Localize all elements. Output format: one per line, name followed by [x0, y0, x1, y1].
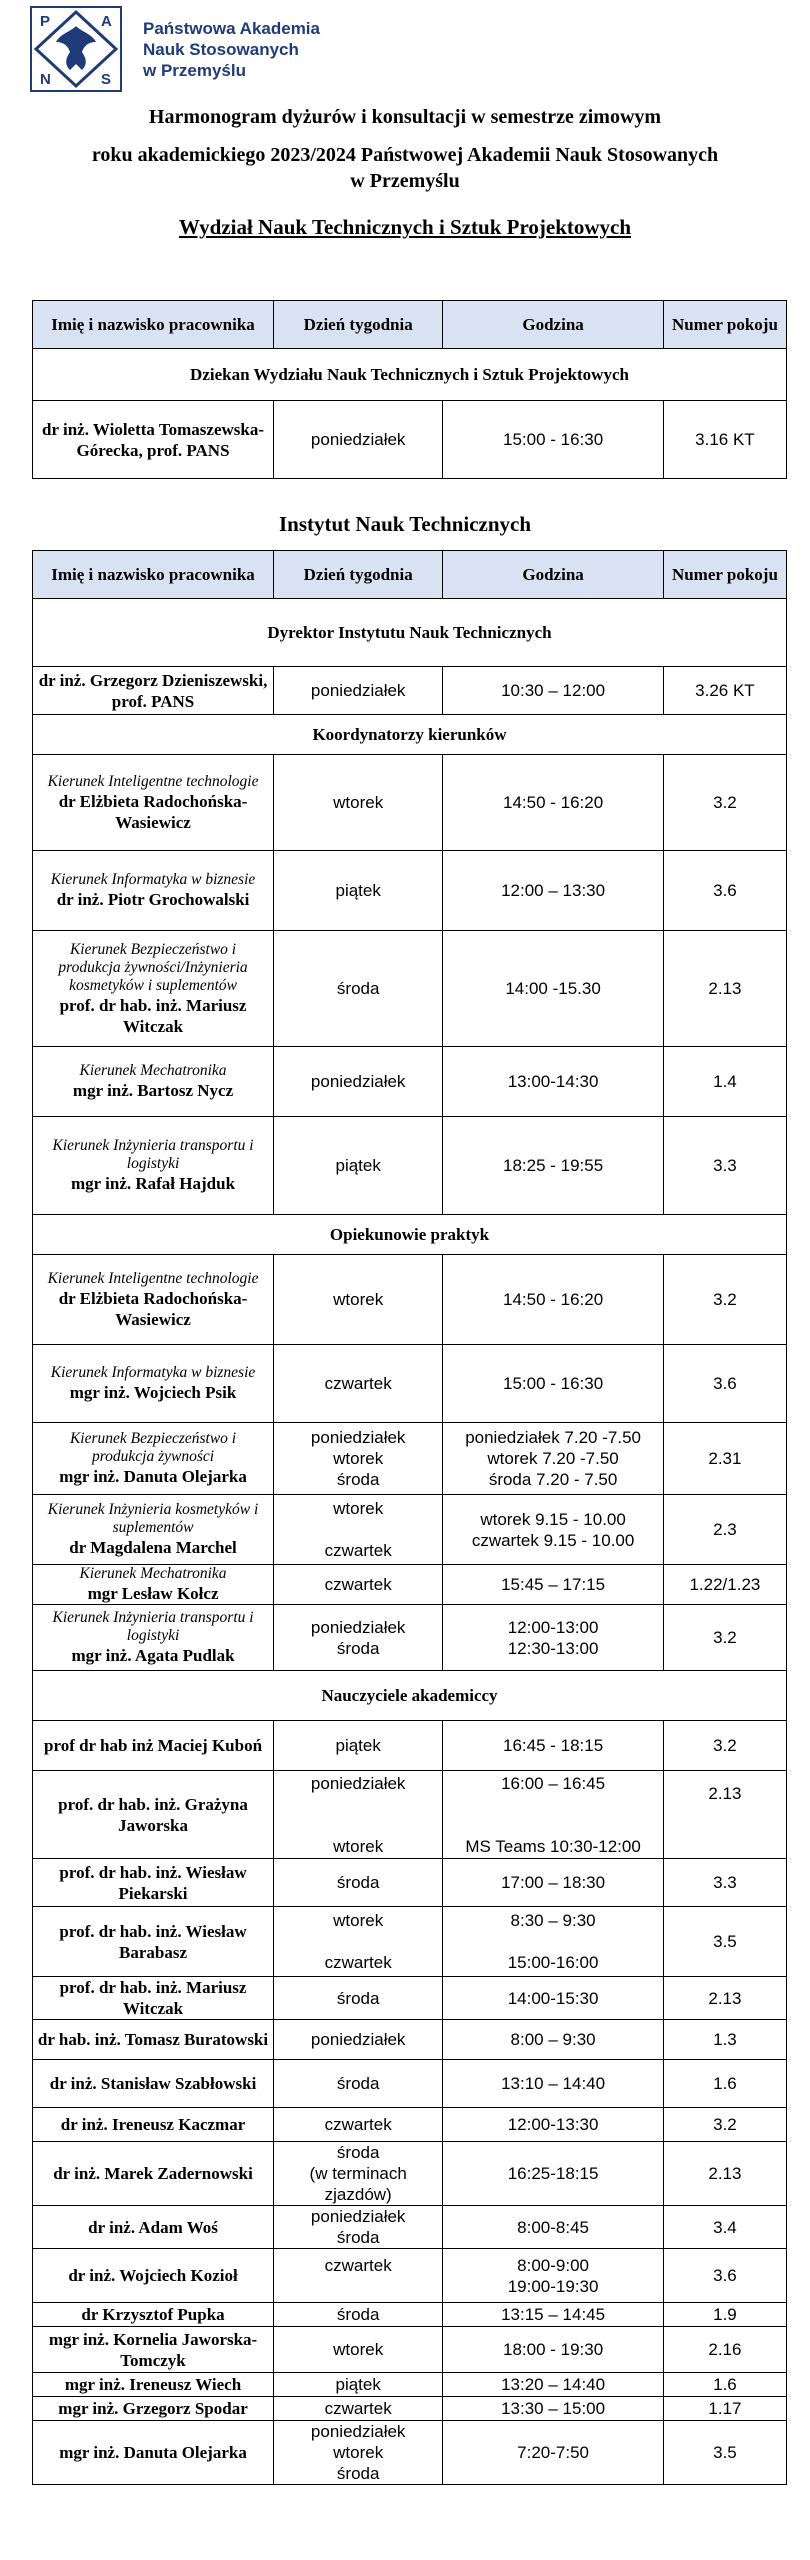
teacher-person-cell — [33, 1859, 274, 1907]
teacher-hour: 8:30 – 9:30 15:00-16:00 — [443, 1907, 664, 1977]
table-row — [33, 667, 787, 715]
teacher-hour: 14:00-15:30 — [443, 1977, 664, 2020]
coordinator-day: piątek — [274, 1117, 443, 1215]
teacher-room: 3.4 — [663, 2206, 786, 2249]
logo-letter-s: S — [101, 71, 112, 88]
coordinator-person-cell — [33, 931, 274, 1047]
teacher-day: wtorek — [274, 2327, 443, 2373]
practice-field-of-study: Kierunek Informatyka w biznesie — [50, 1364, 256, 1381]
teacher-person-cell — [33, 2421, 274, 2485]
teacher-room: 2.13 — [663, 2142, 786, 2206]
practice-name: mgr inż. Wojciech Psik — [69, 1383, 237, 1402]
teacher-room: 1.9 — [663, 2303, 786, 2327]
coordinator-field-of-study: Kierunek Inżynieria transportu i logistyki — [52, 1137, 254, 1172]
teacher-hour: 7:20-7:50 — [443, 2421, 664, 2485]
logo-letter-n: N — [40, 71, 51, 88]
practice-name: mgr inż. Agata Pudlak — [71, 1646, 235, 1665]
logo-letter-a: A — [101, 13, 112, 30]
dean-band: Dziekan Wydziału Nauk Technicznych i Sztuk Projektowych — [33, 349, 787, 401]
practice-hour: 15:00 - 16:30 — [443, 1345, 664, 1423]
table-row — [33, 2303, 787, 2327]
teacher-day: środa — [274, 2060, 443, 2108]
teacher-hour: 16:00 – 16:45 MS Teams 10:30-12:00 — [443, 1771, 664, 1859]
table-row — [33, 1047, 787, 1117]
practice-field-of-study: Kierunek Bezpieczeństwo i produkcja żywności — [69, 1430, 237, 1465]
doc-title-line-3: w Przemyślu — [350, 170, 460, 192]
practice-person-cell — [33, 1565, 274, 1605]
table-row — [33, 401, 787, 479]
teacher-name: prof. dr hab. inż. Mariusz Witczak — [59, 1978, 247, 2018]
teacher-name: dr hab. inż. Tomasz Buratowski — [37, 2030, 269, 2049]
logo-line-3: w Przemyślu — [143, 61, 246, 80]
practice-room: 2.3 — [663, 1495, 786, 1565]
teacher-room: 3.5 — [663, 2421, 786, 2485]
teacher-room: 2.13 — [663, 1977, 786, 2020]
dean-table — [32, 300, 787, 479]
teacher-person-cell — [33, 2108, 274, 2142]
table-row — [33, 1859, 787, 1907]
teacher-room: 2.13 — [663, 1771, 786, 1859]
table-row — [33, 2397, 787, 2421]
band-row — [33, 349, 787, 401]
teacher-hour: 13:20 – 14:40 — [443, 2373, 664, 2397]
coordinator-person-cell — [33, 1047, 274, 1117]
practice-person-cell — [33, 1495, 274, 1565]
teacher-hour: 16:25-18:15 — [443, 2142, 664, 2206]
teacher-name: dr inż. Stanisław Szabłowski — [49, 2074, 257, 2093]
practice-room: 3.2 — [663, 1255, 786, 1345]
table-row — [33, 2060, 787, 2108]
practice-hour: 12:00-13:00 12:30-13:00 — [443, 1605, 664, 1671]
teacher-hour: 13:15 – 14:45 — [443, 2303, 664, 2327]
institute-table — [32, 550, 787, 2485]
band-row — [33, 1671, 787, 1721]
teacher-day: czwartek — [274, 2397, 443, 2421]
coordinator-room: 1.4 — [663, 1047, 786, 1117]
col-header-name: Imię i nazwisko pracownika — [33, 551, 274, 599]
practice-day: czwartek — [274, 1565, 443, 1605]
teacher-hour: 18:00 - 19:30 — [443, 2327, 664, 2373]
table-row — [33, 2020, 787, 2060]
teachers-band: Nauczyciele akademiccy — [33, 1671, 787, 1721]
table-row — [33, 1771, 787, 1859]
teacher-name: dr inż. Adam Woś — [88, 2217, 218, 2237]
teacher-room: 1.6 — [663, 2060, 786, 2108]
coordinator-hour: 18:25 - 19:55 — [443, 1117, 664, 1215]
teacher-hour: 17:00 – 18:30 — [443, 1859, 664, 1907]
teacher-hour: 16:45 - 18:15 — [443, 1721, 664, 1771]
teacher-room: 1.6 — [663, 2373, 786, 2397]
teacher-name: dr inż. Wojciech Kozioł — [68, 2266, 238, 2285]
table-row — [33, 1423, 787, 1495]
teacher-day: poniedziałek wtorek środa — [274, 2421, 443, 2485]
teacher-person-cell — [33, 2020, 274, 2060]
teacher-person-cell — [33, 2303, 274, 2327]
table-row — [33, 1117, 787, 1215]
practice-room: 2.31 — [663, 1423, 786, 1495]
teacher-day: wtorek czwartek — [274, 1907, 443, 1977]
teacher-day: czwartek — [274, 2108, 443, 2142]
col-header-day: Dzień tygodnia — [274, 301, 443, 349]
teacher-day: środa — [274, 1859, 443, 1907]
doc-title-line-2: roku akademickiego 2023/2024 Państwowej Akademii Nauk Stosowanych — [91, 144, 719, 166]
table-row — [33, 931, 787, 1047]
table-row — [33, 1907, 787, 1977]
col-header-room: Numer pokoju — [663, 551, 786, 599]
coordinator-room: 2.13 — [663, 931, 786, 1047]
coordinator-field-of-study: Kierunek Bezpieczeństwo i produkcja żywności/Inżynieria kosmetyków i suplementów — [58, 940, 248, 994]
coordinator-name: dr inż. Piotr Grochowalski — [56, 890, 250, 909]
table-row — [33, 851, 787, 931]
coordinators-band: Koordynatorzy kierunków — [33, 715, 787, 755]
table-row — [33, 2373, 787, 2397]
col-header-room: Numer pokoju — [663, 301, 786, 349]
table-row — [33, 2108, 787, 2142]
coordinator-name: dr Elżbieta Radochońska-Wasiewicz — [58, 791, 248, 832]
teacher-person-cell — [33, 1721, 274, 1771]
doc-title-line-1: Harmonogram dyżurów i konsultacji w semestrze zimowym — [148, 106, 662, 128]
practice-day: wtorek — [274, 1255, 443, 1345]
coordinator-hour: 12:00 – 13:30 — [443, 851, 664, 931]
coordinator-person-cell — [33, 851, 274, 931]
table-row — [33, 1345, 787, 1423]
teacher-room: 3.6 — [663, 2249, 786, 2303]
coordinator-person-cell — [33, 755, 274, 851]
practice-field-of-study: Kierunek Mechatronika — [79, 1565, 227, 1582]
table-row — [33, 2249, 787, 2303]
practice-person-cell — [33, 1423, 274, 1495]
teacher-hour: 8:00-8:45 — [443, 2206, 664, 2249]
practice-person-cell — [33, 1255, 274, 1345]
teacher-room: 1.17 — [663, 2397, 786, 2421]
teacher-hour: 13:10 – 14:40 — [443, 2060, 664, 2108]
teacher-name: dr inż. Ireneusz Kaczmar — [60, 2115, 246, 2134]
teacher-person-cell — [33, 2327, 274, 2373]
practice-person-cell — [33, 1345, 274, 1423]
teacher-person-cell — [33, 2373, 274, 2397]
table-row — [33, 2421, 787, 2485]
teacher-day: czwartek — [274, 2249, 443, 2303]
practice-hour: 15:45 – 17:15 — [443, 1565, 664, 1605]
practice-name: mgr inż. Danuta Olejarka — [59, 1467, 247, 1486]
table-row — [33, 1495, 787, 1565]
coordinator-hour: 14:00 -15.30 — [443, 931, 664, 1047]
teacher-person-cell — [33, 1771, 274, 1859]
faculty-title: Wydział Nauk Technicznych i Sztuk Projektowych — [178, 215, 632, 239]
table-row — [33, 2142, 787, 2206]
coordinator-field-of-study: Kierunek Informatyka w biznesie — [50, 871, 256, 888]
practice-day: poniedziałek środa — [274, 1605, 443, 1671]
coordinator-day: poniedziałek — [274, 1047, 443, 1117]
practice-list — [33, 1255, 787, 1671]
logo-line-2: Nauk Stosowanych — [143, 40, 299, 59]
coordinator-room: 3.6 — [663, 851, 786, 931]
teacher-name: prof. dr hab. inż. Wiesław Barabasz — [59, 1921, 247, 1962]
dean-name: dr inż. Wioletta Tomaszewska-Górecka, prof. PANS — [33, 401, 274, 479]
teacher-name: mgr inż. Danuta Olejarka — [59, 2443, 247, 2462]
coordinator-room: 3.2 — [663, 755, 786, 851]
teacher-name: mgr inż. Ireneusz Wiech — [64, 2375, 242, 2394]
practice-field-of-study: Kierunek Inteligentne technologie — [47, 1269, 259, 1287]
practice-name: dr Elżbieta Radochońska-Wasiewicz — [58, 1288, 248, 1329]
teacher-day: piątek — [274, 2373, 443, 2397]
teacher-name: dr Krzysztof Pupka — [81, 2305, 225, 2324]
col-header-day: Dzień tygodnia — [274, 551, 443, 599]
practice-hour: poniedziałek 7.20 -7.50 wtorek 7.20 -7.50 środa 7.20 - 7.50 — [443, 1423, 664, 1495]
dean-day: poniedziałek — [274, 401, 443, 479]
coordinator-hour: 14:50 - 16:20 — [443, 755, 664, 851]
band-row — [33, 1215, 787, 1255]
practice-name: mgr Lesław Kołcz — [87, 1584, 219, 1603]
teacher-room: 2.16 — [663, 2327, 786, 2373]
coordinator-name: prof. dr hab. inż. Mariusz Witczak — [59, 995, 247, 1036]
band-row — [33, 715, 787, 755]
table-row — [33, 755, 787, 851]
teacher-person-cell — [33, 1977, 274, 2020]
director-hour: 10:30 – 12:00 — [443, 667, 664, 715]
teacher-name: prof. dr hab. inż. Grażyna Jaworska — [58, 1794, 248, 1835]
practice-name: dr Magdalena Marchel — [69, 1538, 237, 1557]
teacher-day: poniedziałek wtorek — [274, 1771, 443, 1859]
teacher-person-cell — [33, 1907, 274, 1977]
coordinator-day: wtorek — [274, 755, 443, 851]
teacher-hour: 13:30 – 15:00 — [443, 2397, 664, 2421]
director-band: Dyrektor Instytutu Nauk Technicznych — [33, 599, 787, 667]
coordinators-list — [33, 755, 787, 1215]
teacher-name: prof dr hab inż Maciej Kuboń — [44, 1736, 263, 1755]
director-name: dr inż. Grzegorz Dzieniszewski, prof. PANS — [33, 667, 274, 715]
table-row — [33, 2206, 787, 2249]
practice-field-of-study: Kierunek Inżynieria transportu i logistyki — [52, 1609, 254, 1644]
coordinator-room: 3.3 — [663, 1117, 786, 1215]
teacher-room: 1.3 — [663, 2020, 786, 2060]
practice-day: czwartek — [274, 1345, 443, 1423]
teacher-room: 3.3 — [663, 1859, 786, 1907]
teachers-list — [33, 1721, 787, 2485]
teacher-room: 3.2 — [663, 2108, 786, 2142]
practice-day: wtorek czwartek — [274, 1495, 443, 1565]
teacher-person-cell — [33, 2206, 274, 2249]
pans-logo — [30, 6, 730, 98]
table-row — [33, 1605, 787, 1671]
col-header-hour: Godzina — [443, 301, 664, 349]
teacher-room: 3.5 — [663, 1907, 786, 1977]
teacher-person-cell — [33, 2397, 274, 2421]
pans-emblem-icon — [30, 6, 122, 92]
coordinator-field-of-study: Kierunek Inteligentne technologie — [47, 772, 259, 790]
table-header-row — [33, 301, 787, 349]
table-row — [33, 1977, 787, 2020]
director-day: poniedziałek — [274, 667, 443, 715]
practice-field-of-study: Kierunek Inżynieria kosmetyków i suplementów — [47, 1501, 259, 1536]
teacher-name: prof. dr hab. inż. Wiesław Piekarski — [59, 1862, 247, 1903]
practice-day: poniedziałek wtorek środa — [274, 1423, 443, 1495]
coordinator-field-of-study: Kierunek Mechatronika — [79, 1062, 227, 1079]
logo-line-1: Państwowa Akademia — [143, 19, 320, 38]
logo-wordmark — [143, 18, 320, 81]
dean-hour: 15:00 - 16:30 — [443, 401, 664, 479]
teacher-day: środa (w terminach zjazdów) — [274, 2142, 443, 2206]
practice-band: Opiekunowie praktyk — [33, 1215, 787, 1255]
practice-hour: wtorek 9.15 - 10.00 czwartek 9.15 - 10.00 — [443, 1495, 664, 1565]
dean-room: 3.16 KT — [663, 401, 786, 479]
teacher-day: piątek — [274, 1721, 443, 1771]
teacher-day: poniedziałek środa — [274, 2206, 443, 2249]
practice-room: 3.2 — [663, 1605, 786, 1671]
practice-person-cell — [33, 1605, 274, 1671]
logo-letter-p: P — [40, 13, 51, 30]
coordinator-day: środa — [274, 931, 443, 1047]
practice-hour: 14:50 - 16:20 — [443, 1255, 664, 1345]
institute-title: Instytut Nauk Technicznych — [278, 512, 532, 536]
table-row — [33, 1721, 787, 1771]
teacher-day: środa — [274, 2303, 443, 2327]
teacher-name: mgr inż. Grzegorz Spodar — [58, 2399, 248, 2418]
teacher-room: 3.2 — [663, 1721, 786, 1771]
teacher-hour: 12:00-13:30 — [443, 2108, 664, 2142]
table-row — [33, 1255, 787, 1345]
col-header-name: Imię i nazwisko pracownika — [33, 301, 274, 349]
teacher-name: mgr inż. Kornelia Jaworska-Tomczyk — [48, 2329, 258, 2370]
teacher-name: dr inż. Marek Zadernowski — [53, 2164, 253, 2183]
teacher-hour: 8:00-9:00 19:00-19:30 — [443, 2249, 664, 2303]
teacher-person-cell — [33, 2060, 274, 2108]
coordinator-name: mgr inż. Bartosz Nycz — [72, 1081, 234, 1100]
coordinator-person-cell — [33, 1117, 274, 1215]
teacher-day: środa — [274, 1977, 443, 2020]
practice-room: 1.22/1.23 — [663, 1565, 786, 1605]
teacher-hour: 8:00 – 9:30 — [443, 2020, 664, 2060]
table-header-row — [33, 551, 787, 599]
coordinator-day: piątek — [274, 851, 443, 931]
practice-room: 3.6 — [663, 1345, 786, 1423]
coordinator-name: mgr inż. Rafał Hajduk — [71, 1174, 236, 1193]
coordinator-hour: 13:00-14:30 — [443, 1047, 664, 1117]
col-header-hour: Godzina — [443, 551, 664, 599]
band-row — [33, 599, 787, 667]
teacher-person-cell — [33, 2142, 274, 2206]
teacher-person-cell — [33, 2249, 274, 2303]
table-row — [33, 2327, 787, 2373]
table-row — [33, 1565, 787, 1605]
director-room: 3.26 KT — [663, 667, 786, 715]
teacher-day: poniedziałek — [274, 2020, 443, 2060]
